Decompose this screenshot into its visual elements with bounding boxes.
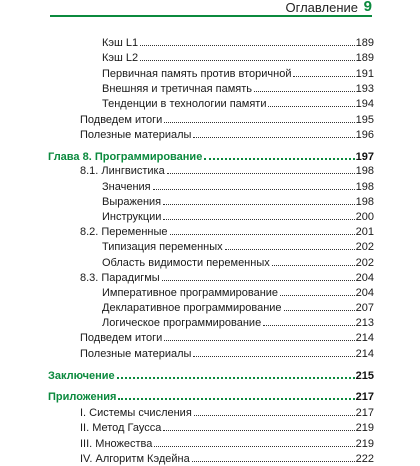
- toc-entry: [102, 67, 374, 81]
- toc-entry-label: 8.3. Парадигмы: [80, 272, 160, 284]
- toc-entry: [80, 421, 374, 435]
- toc-chapter-entry: [48, 150, 374, 164]
- toc-dot-leader: [153, 189, 355, 190]
- toc-dot-leader: [192, 461, 355, 462]
- page-header-title: Оглавление: [285, 0, 358, 15]
- toc-entry-label: Первичная память против вторичной: [102, 68, 292, 80]
- toc-entry-label: Заключение: [48, 370, 115, 382]
- toc-entry-page: 202: [355, 241, 374, 253]
- toc-entry-page: 194: [355, 98, 374, 110]
- toc-dot-leader: [154, 446, 354, 447]
- toc-entry-label: Кэш L1: [102, 37, 139, 49]
- toc-entry-label: Тенденции в технологии памяти: [102, 98, 267, 110]
- toc-entry-label: Подведем итоги: [80, 332, 163, 344]
- toc-entry-page: 191: [355, 68, 374, 80]
- toc-entry-label: Выражения: [102, 196, 162, 208]
- toc-entry: [80, 437, 374, 451]
- toc-entry-label: I. Системы счисления: [80, 407, 192, 419]
- toc-entry-label: Внешняя и третичная память: [102, 83, 252, 95]
- toc-entry-label: Глава 8. Программирование: [48, 151, 203, 163]
- toc-entry-page: 213: [355, 317, 374, 329]
- toc-entry: [102, 195, 374, 209]
- toc-dot-leader: [272, 265, 355, 266]
- toc-entry-label: Полезные материалы: [80, 129, 192, 141]
- toc-dot-leader: [225, 249, 355, 250]
- toc-entry: [102, 316, 374, 330]
- toc-dot-leader: [194, 415, 355, 416]
- toc-entry: [80, 331, 374, 345]
- toc-dot-leader: [293, 76, 354, 77]
- toc-entry: [102, 51, 374, 65]
- toc-dot-leader: [193, 137, 354, 138]
- toc-dot-leader: [204, 158, 354, 160]
- toc-entry-page: 222: [355, 453, 374, 465]
- toc-dot-leader: [118, 398, 354, 400]
- toc-entry-page: 214: [355, 348, 374, 360]
- toc-entry-page: 198: [355, 181, 374, 193]
- toc-dot-leader: [284, 310, 355, 311]
- toc-entry-page: 202: [355, 257, 374, 269]
- toc-entry-page: 207: [355, 302, 374, 314]
- toc-entry-page: 198: [355, 196, 374, 208]
- toc-dot-leader: [164, 122, 354, 123]
- toc-entry-page: 201: [355, 226, 374, 238]
- toc-entry-label: 8.1. Лингвистика: [80, 165, 165, 177]
- toc-dot-leader: [163, 219, 354, 220]
- toc-entry-page: 197: [355, 151, 374, 163]
- toc-entry-label: Логическое программирование: [102, 317, 262, 329]
- toc-dot-leader: [263, 325, 354, 326]
- toc-entry: [102, 210, 374, 224]
- toc-entry-page: 189: [355, 37, 374, 49]
- toc-dot-leader: [140, 45, 355, 46]
- toc-entry-page: 217: [355, 407, 374, 419]
- toc-entry: [80, 406, 374, 420]
- toc-dot-leader: [163, 430, 354, 431]
- toc-entry-page: 196: [355, 129, 374, 141]
- toc-entry-label: Кэш L2: [102, 52, 139, 64]
- toc-entry-label: Типизация переменных: [102, 241, 223, 253]
- toc-entry-label: Значения: [102, 181, 151, 193]
- toc-entry: [80, 347, 374, 361]
- toc-entry-label: III. Множества: [80, 438, 153, 450]
- toc-chapter-entry: [48, 390, 374, 404]
- page-header: [0, 0, 420, 17]
- toc-entry-page: 195: [355, 114, 374, 126]
- toc-entry-label: 8.2. Переменные: [80, 226, 168, 238]
- toc-dot-leader: [193, 356, 354, 357]
- toc-entry: [102, 36, 374, 50]
- toc-entry: [102, 97, 374, 111]
- toc-entry: [80, 452, 374, 466]
- toc-entry: [102, 82, 374, 96]
- toc-entry: [102, 301, 374, 315]
- toc-dot-leader: [167, 173, 355, 174]
- toc-entry: [80, 225, 374, 239]
- toc-entry: [102, 240, 374, 254]
- toc-dot-leader: [254, 91, 355, 92]
- toc-entry: [80, 128, 374, 142]
- toc-entry-page: 215: [355, 370, 374, 382]
- toc-entry-page: 217: [355, 391, 374, 403]
- toc-entry-label: Декларативное программирование: [102, 302, 282, 314]
- toc-dot-leader: [170, 234, 355, 235]
- toc-entry-page: 204: [355, 272, 374, 284]
- toc-entry-page: 204: [355, 287, 374, 299]
- toc-entry: [102, 180, 374, 194]
- toc-entry-label: IV. Алгоритм Кэдейна: [80, 453, 190, 465]
- toc-entry-page: 214: [355, 332, 374, 344]
- toc-chapter-entry: [48, 369, 374, 383]
- toc-entry: [80, 113, 374, 127]
- toc-entry-label: Императивное программирование: [102, 287, 279, 299]
- toc-entry-label: Инструкции: [102, 211, 162, 223]
- toc-entry-page: 219: [355, 438, 374, 450]
- toc-entry-label: Приложения: [48, 391, 117, 403]
- toc-entry-page: 193: [355, 83, 374, 95]
- toc-dot-leader: [140, 60, 355, 61]
- toc-entry: [80, 164, 374, 178]
- toc-entry-page: 219: [355, 422, 374, 434]
- page-number: 9: [363, 0, 372, 15]
- toc-entry-label: Полезные материалы: [80, 348, 192, 360]
- toc-dot-leader: [162, 280, 355, 281]
- toc-entry-label: Область видимости переменных: [102, 257, 270, 269]
- toc-entry-page: 198: [355, 165, 374, 177]
- toc-entry-page: 200: [355, 211, 374, 223]
- toc-dot-leader: [163, 204, 355, 205]
- toc-dot-leader: [280, 295, 355, 296]
- toc-entry-label: II. Метод Гаусса: [80, 422, 162, 434]
- toc-entry-page: 189: [355, 52, 374, 64]
- toc-entry-label: Подведем итоги: [80, 114, 163, 126]
- toc-dot-leader: [268, 106, 354, 107]
- toc-entry: [102, 286, 374, 300]
- toc-entry: [80, 271, 374, 285]
- header-rule: [50, 15, 372, 17]
- toc-entry: [102, 256, 374, 270]
- toc-dot-leader: [164, 340, 354, 341]
- toc-dot-leader: [117, 377, 355, 379]
